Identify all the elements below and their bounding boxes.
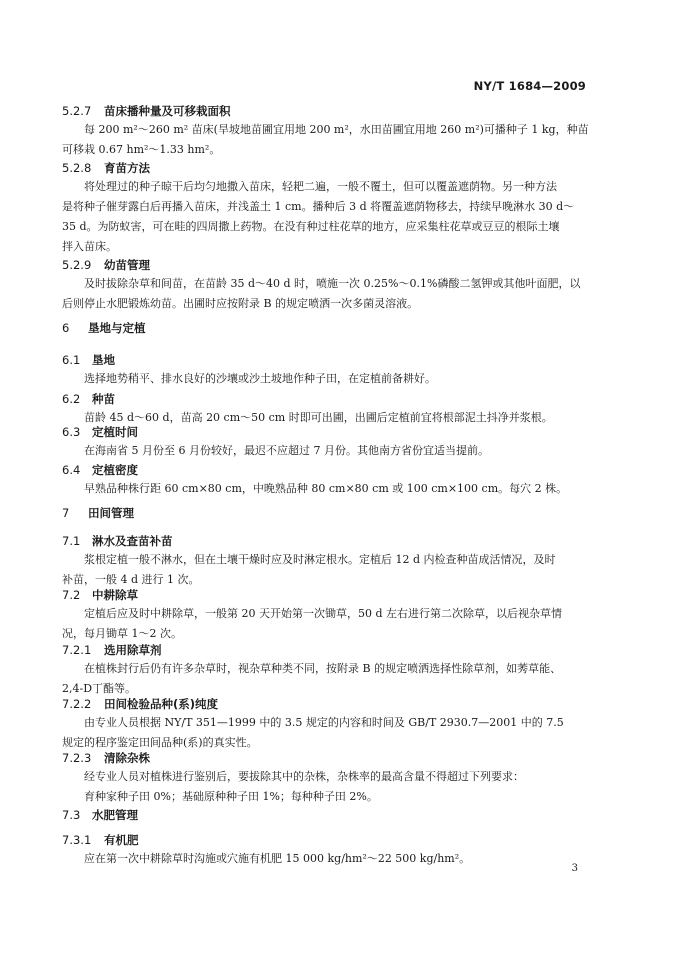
section-number: 6.3 (62, 425, 81, 439)
section-heading (62, 352, 115, 368)
text-line: 35 d。为防蚁害，可在畦的四周撒上药物。在没有种过柱花草的地方，应采集柱花草或豆豆的根际土壤 (62, 220, 560, 233)
section-number: 7.1 (62, 534, 81, 548)
section-number: 7.2 (62, 588, 81, 602)
paragraph (62, 369, 590, 389)
section-title: 育苗方法 (104, 161, 150, 175)
text-line: 是将种子催芽露白后再播入苗床，并浅盖土 1 cm。播种后 3 d 将覆盖遮荫物移去，持续早晚淋水 30 d～ (62, 200, 575, 213)
text-line: 定植后应及时中耕除草，一般第 20 天开始第一次锄草，50 d 左右进行第二次除草，以后视杂草情 (62, 607, 563, 620)
section-number: 6.4 (62, 463, 81, 477)
section-title: 垦地与定植 (88, 321, 146, 335)
section-title: 定植时间 (92, 425, 138, 439)
text-line: 选择地势稍平、排水良好的沙壤或沙土坡地作种子田，在定植前备耕好。 (62, 372, 436, 385)
text-line: 每 200 m²～260 m² 苗床(旱坡地苗圃宜用地 200 m²，水田苗圃宜用地 260 m²)可播种子 1 kg，种苗 (62, 123, 589, 136)
section-title: 种苗 (92, 392, 115, 406)
paragraph (62, 408, 590, 428)
paragraph (62, 849, 590, 869)
section-title: 清除杂株 (104, 751, 150, 765)
section-heading (62, 391, 115, 407)
section-heading (62, 807, 138, 823)
text-line: 苗龄 45 d～60 d，苗高 20 cm～50 cm 时即可出圃，出圃后定植前宜将根部泥土抖净并浆根。 (62, 411, 553, 424)
section-heading (62, 462, 138, 478)
section-number: 6.2 (62, 392, 81, 406)
paragraph (62, 441, 590, 461)
section-title: 田间管理 (88, 506, 134, 520)
text-line: 由专业人员根据 NY/T 351—1999 中的 3.5 规定的内容和时间及 GB/T 2930.7—2001 中的 7.5 (62, 716, 564, 729)
text-line: 经专业人员对植株进行鉴别后，要拔除其中的杂株，杂株率的最高含量不得超过下列要求： (62, 770, 524, 783)
text-line: 后则停止水肥锻炼幼苗。出圃时应按附录 B 的规定喷洒一次多菌灵溶液。 (62, 297, 419, 310)
section-number: 5.2.7 (62, 104, 92, 118)
section-heading (62, 832, 139, 848)
section-title: 定植密度 (92, 463, 138, 477)
text-line: 育种家种子田 0%；基础原种种子田 1%；每种种子田 2%。 (62, 790, 378, 803)
text-line: 况，每月锄草 1～2 次。 (62, 627, 182, 640)
text-line: 可移栽 0.67 hm²～1.33 hm²。 (62, 143, 221, 156)
page-number: 3 (571, 863, 578, 874)
text-line: 及时拔除杂草和间苗，在苗龄 35 d～40 d 时，喷施一次 0.25%～0.1%磷酸二氢钾或其他叶面肥，以 (62, 277, 581, 290)
section-number: 7.2.3 (62, 751, 92, 765)
paragraph (62, 120, 590, 160)
section-title: 水肥管理 (92, 808, 138, 822)
chapter-heading (62, 505, 134, 521)
section-number: 7.2.2 (62, 697, 92, 711)
section-title: 有机肥 (104, 833, 139, 847)
section-title: 垦地 (92, 353, 115, 367)
section-heading (62, 587, 138, 603)
section-heading (62, 103, 231, 119)
section-heading (62, 533, 173, 549)
section-title: 选用除草剂 (104, 643, 162, 657)
section-title: 幼苗管理 (104, 258, 150, 272)
chapter-heading (62, 320, 146, 336)
paragraph (62, 274, 590, 314)
section-number: 6 (62, 321, 70, 335)
section-number: 7.2.1 (62, 643, 92, 657)
text-line: 早熟品种株行距 60 cm×80 cm，中晚熟品种 80 cm×80 cm 或 100 cm×100 cm。每穴 2 株。 (62, 482, 568, 495)
section-title: 中耕除草 (92, 588, 138, 602)
paragraph (62, 177, 590, 257)
text-line: 在海南省 5 月份至 6 月份较好，最迟不应超过 7 月份。其他南方省份宜适当提前。 (62, 444, 489, 457)
section-title: 淋水及查苗补苗 (92, 534, 173, 548)
section-title: 苗床播种量及可移栽面积 (104, 104, 231, 118)
paragraph (62, 604, 590, 644)
section-number: 7.3 (62, 808, 81, 822)
section-number: 7 (62, 506, 70, 520)
section-number: 5.2.8 (62, 161, 92, 175)
section-heading (62, 696, 218, 712)
text-line: 应在第一次中耕除草时沟施或穴施有机肥 15 000 kg/hm²～22 500 kg/hm²。 (62, 852, 471, 865)
text-line: 补苗，一般 4 d 进行 1 次。 (62, 573, 200, 586)
section-heading (62, 750, 150, 766)
section-number: 5.2.9 (62, 258, 92, 272)
section-heading (62, 160, 150, 176)
text-line: 2,4-D丁酯等。 (62, 682, 137, 695)
standard-code-header: NY/T 1684—2009 (473, 79, 586, 93)
paragraph (62, 479, 590, 499)
section-number: 6.1 (62, 353, 81, 367)
text-line: 浆根定植一般不淋水，但在土壤干燥时应及时淋定根水。定植后 12 d 内检查种苗成活情况，及时 (62, 553, 556, 566)
section-title: 田间检验品种(系)纯度 (104, 697, 219, 711)
section-heading (62, 257, 150, 273)
paragraph (62, 713, 590, 753)
text-line: 拌入苗床。 (62, 240, 117, 253)
section-heading (62, 424, 138, 440)
text-line: 将处理过的种子晾干后均匀地撒入苗床，轻耙二遍，一般不覆土，但可以覆盖遮荫物。另一种方法 (62, 180, 557, 193)
paragraph (62, 659, 590, 699)
section-number: 7.3.1 (62, 833, 92, 847)
text-line: 规定的程序鉴定田间品种(系)的真实性。 (62, 736, 258, 749)
text-line: 在植株封行后仍有许多杂草时，视杂草种类不同，按附录 B 的规定喷洒选择性除草剂，如莠草能、 (62, 662, 562, 675)
section-heading (62, 642, 162, 658)
paragraph (62, 767, 590, 807)
paragraph (62, 550, 590, 590)
